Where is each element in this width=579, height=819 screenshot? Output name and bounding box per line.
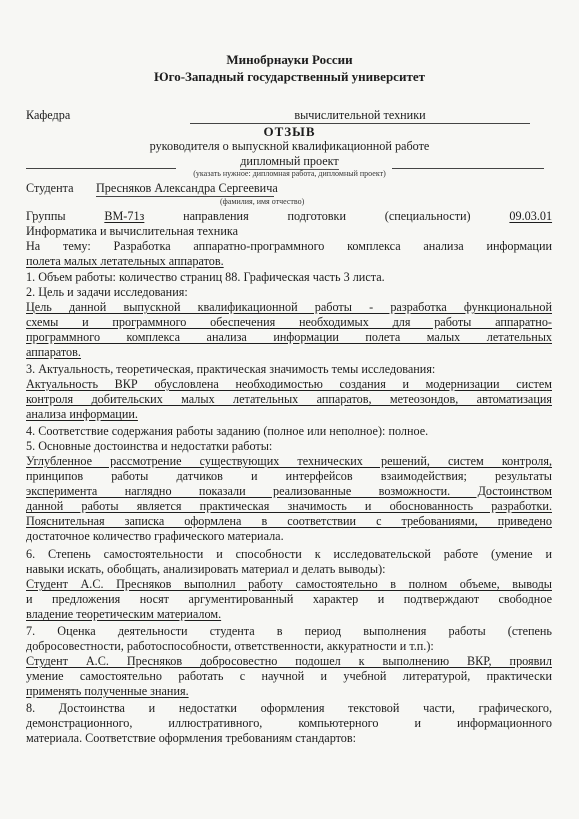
- section-heading: добросовестности, работоспособности, ответственности, аккуратности и т.п.):: [26, 639, 434, 653]
- section-line: контроля добительских малых летательных аппаратов, метеозондов, автоматизация: [26, 392, 552, 406]
- department-label: Кафедра: [26, 108, 71, 122]
- section-line: аппаратов.: [26, 345, 81, 359]
- section-line: умение самостоятельно работать с научной и учебной литературой, практически: [26, 669, 552, 683]
- section-heading: 3. Актуальность, теоретическая, практическая значимость темы исследования:: [26, 362, 436, 376]
- section-line: и предложения носят аргументированный характер и подтверждают свободное: [26, 592, 552, 606]
- section-line: владение теоретическим материалом.: [26, 607, 222, 621]
- section-line: Студент А.С. Пресняков выполнил работу самостоятельно в полном объеме, выводы: [26, 577, 552, 591]
- section-4-compliance: 4. Соответствие содержания работы заданию (полное или неполное): полное.: [26, 424, 429, 438]
- group-value: ВМ-71з: [104, 209, 145, 223]
- topic-line: На тему: Разработка аппаратно-программного комплекса анализа информации: [26, 239, 552, 253]
- section-line: Студент А.С. Пресняков добросовестно подошел к выполнению ВКР, проявил: [26, 654, 552, 668]
- group-line: [26, 209, 552, 224]
- section-heading: материала. Соответствие оформления требованиям стандартов:: [26, 731, 357, 745]
- section-5-merits: [26, 439, 552, 544]
- topic-block: [26, 239, 552, 269]
- student-label: Студента: [26, 181, 74, 195]
- section-line: Пояснительная записка оформлена в соответствии с требованиями, приведено: [26, 514, 552, 528]
- work-type-hint: (указать нужное: дипломная работа, дипломный проект): [193, 169, 386, 178]
- section-line: эксперимента наглядно показали реализованные возможности. Достоинством: [26, 484, 552, 498]
- document-title: ОТЗЫВ: [263, 124, 316, 139]
- section-line: достаточное количество графического материала.: [26, 529, 284, 543]
- section-line: программного комплекса анализа информации полета малых летательных: [26, 330, 552, 344]
- section-line: данной работы является практическая значимость и обоснованность разработки.: [26, 499, 552, 513]
- section-heading: 5. Основные достоинства и недостатки работы:: [26, 439, 273, 453]
- section-line: принципов работы датчиков и интерфейсов взаимодействия; результаты: [26, 469, 552, 483]
- section-6-independence: [26, 547, 552, 622]
- section-heading: 8. Достоинства и недостатки оформления текстовой части, графического,: [26, 701, 552, 715]
- student-hint: (фамилия, имя отчество): [220, 197, 305, 206]
- group-label: Группы: [26, 209, 66, 223]
- direction-label: направления подготовки (специальности): [183, 209, 471, 223]
- direction-name: Информатика и вычислительная техника: [26, 224, 238, 238]
- section-line: Актуальность ВКР обусловлена необходимостью создания и модернизации систем: [26, 377, 552, 391]
- work-type-text: дипломный проект: [240, 154, 339, 168]
- section-heading: навыки искать, обобщать, анализировать материал и делать выводы):: [26, 562, 386, 576]
- topic-line: полета малых летательных аппаратов.: [26, 254, 224, 268]
- section-line: схемы и программного обеспечения необходимых для работы аппаратно-: [26, 315, 552, 329]
- section-line: Цель данной выпускной квалификационной работы - разработка функциональной: [26, 300, 552, 314]
- section-line: анализа информации.: [26, 407, 138, 421]
- document-subtitle: руководителя о выпускной квалификационной работе: [149, 139, 430, 153]
- section-heading: 2. Цель и задачи исследования:: [26, 285, 188, 299]
- department-value: вычислительной техники: [190, 108, 530, 124]
- section-8-formatting: [26, 701, 552, 746]
- section-heading: 6. Степень самостоятельности и способности к исследовательской работе (умение и: [26, 547, 552, 561]
- section-2-goals: [26, 285, 552, 360]
- ministry-title: Минобрнауки России: [226, 52, 353, 67]
- section-7-evaluation: [26, 624, 552, 699]
- section-3-relevance: [26, 362, 552, 422]
- section-1-volume: 1. Объем работы: количество страниц 88. Графическая часть 3 листа.: [26, 270, 385, 284]
- section-heading: демонстрационного, иллюстративного, компьютерного и информационного: [26, 716, 552, 730]
- student-name: Пресняков Александра Сергеевича: [96, 181, 278, 195]
- section-line: Углубленное рассмотрение существующих технических решений, систем контроля,: [26, 454, 552, 468]
- direction-code: 09.03.01: [509, 209, 553, 223]
- university-title: Юго-Западный государственный университет: [154, 69, 425, 84]
- section-heading: 7. Оценка деятельности студента в период выполнения работы (степень: [26, 624, 552, 638]
- section-line: применять полученные знания.: [26, 684, 189, 698]
